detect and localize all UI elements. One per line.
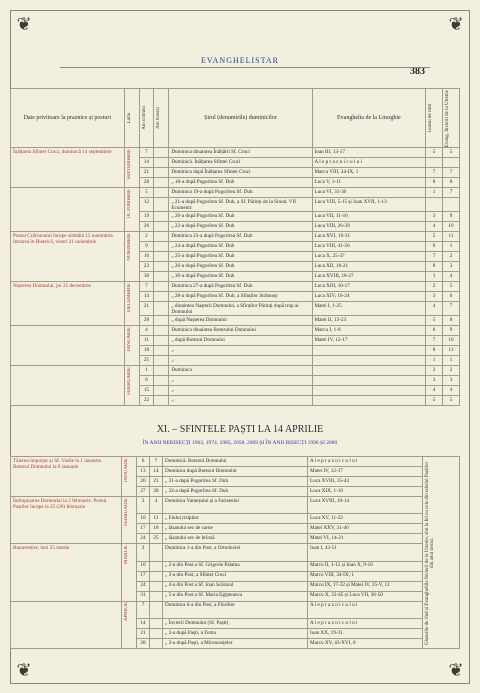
day-leap [154,198,169,212]
day-leap [154,262,169,272]
sunday-name: „ 18-a după Pogorîrea Sf. Duh [169,178,312,188]
month-name: SEPTEMBRIE [126,148,132,180]
day-leap [154,272,169,282]
sunday-name: „ 32-a după Pogorîrea Sf. Duh [163,487,308,497]
row-observation [11,326,125,366]
sunday-name: „ 30-a după Pogorîrea Sf. Duh [169,272,312,282]
resurrection-gospel-number: 3 [443,262,460,272]
day-common: 10 [137,514,150,524]
section-title: XI. – SFINTELE PAȘTI LA 14 APRILIE [156,424,324,435]
day-common: 16 [139,252,154,262]
day-common: 3 [137,497,150,514]
day-leap [150,591,163,601]
col-month: Luna [126,112,132,124]
day-leap [154,316,169,326]
sunday-name: „ 3-a din Post, a Sfintei Cruci [163,571,308,581]
glas-number: 6 [426,326,443,336]
day-leap [154,188,169,198]
gospel-reading: Luca V, 1-11 [312,178,426,188]
sunday-name: „ 4-a din Post a Sf. Ioan Scărarul [163,581,308,591]
table-row [11,188,460,198]
gospel-reading: A l e p r a z n i c u l u i [312,158,426,168]
day-leap [154,386,169,396]
sunday-name: Duminica 27-a după Pogorîrea Sf. Duh [169,282,312,292]
day-leap [150,639,163,649]
day-leap: 18 [150,524,163,534]
calendar-body-top [11,148,460,406]
month-name: MARTIE [124,544,129,564]
col-glas: Glasul de rînd [428,103,434,133]
day-common: 7 [139,282,154,292]
corner-ornament-icon: ❦ [16,660,32,680]
sunday-name: Duminica 6-a din Post, a Floriilor [163,601,308,618]
gospel-reading: Marcu XV, 43-XVI, 8 [308,639,423,649]
gospel-reading: A l e p r a z n i c u l u i [308,619,423,629]
gospel-reading: Matei II, 13-23 [312,316,426,326]
day-common: 13 [137,467,150,477]
sunday-name: „ 3-a după Paști, a Mironosițelor [163,639,308,649]
row-observation: Înălțarea Sfintei Cruci, duminică 14 septembrie [11,148,125,188]
day-leap [154,302,169,316]
resurrection-gospel-number: 3 [443,376,460,386]
day-common: 28 [137,639,150,649]
resurrection-gospel-number: 1 [443,356,460,366]
glas-number: 1 [426,188,443,198]
gospel-reading [312,386,426,396]
day-common: 18 [139,346,154,356]
day-leap [154,346,169,356]
page-number: 383 [410,66,425,77]
month-cell [124,148,139,188]
resurrection-gospel-number: 4 [443,386,460,396]
gospel-reading: Ioan XX, 19-31 [308,629,423,639]
day-leap [154,158,169,168]
glas-number: 3 [426,212,443,222]
day-common: 19 [139,212,154,222]
glas-number: 5 [426,232,443,242]
gospel-reading: Matei VI, 14-21 [308,534,423,544]
sunday-name: „ 24-a după Pogorîrea Sf. Duh [169,242,312,252]
glas-number: 2 [426,282,443,292]
month-cell [124,282,139,326]
gospel-reading [312,346,426,356]
col-sundays: Șirul (denumirile) duminicilor [169,89,312,148]
day-leap [154,336,169,346]
day-leap [154,242,169,252]
gospel-reading: Marcu I, 1-8 [312,326,426,336]
day-common: 17 [137,524,150,534]
resurrection-gospel-number: 5 [443,282,460,292]
row-observation [11,601,122,648]
row-observation: Bunavestire, luni 25 martie [11,544,122,601]
resurrection-gospel-number [443,158,460,168]
sunday-name: „ 28-a după Pogorîrea Sf. Duh, a Sfinților Strămoși [169,292,312,302]
day-common: 7 [139,148,154,158]
day-common: 8 [139,376,154,386]
resurrection-gospel-number: 1 [443,242,460,252]
gospel-reading: Luca XIII, 10-17 [312,282,426,292]
month-name: OCTOMBRIE [126,188,132,218]
sunday-name: „ [169,386,312,396]
sunday-name: „ 2-a din Post a Sf. Grigorie Palama [163,561,308,571]
glas-number: 5 [426,396,443,406]
sunday-name: „ [169,396,312,406]
day-common: 4 [139,326,154,336]
day-leap: 28 [150,487,163,497]
gospel-reading [312,396,426,406]
day-leap [154,178,169,188]
sunday-name: Duminica după Botezul Domnului [163,467,308,477]
day-leap [150,601,163,618]
sunday-name: Duminică. Înălțarea Sfintei Cruci [169,158,312,168]
gospel-reading: Luca XIX, 1-10 [308,487,423,497]
day-leap [154,252,169,262]
table-row [11,366,460,376]
gospel-reading [312,356,426,366]
row-observation [11,188,125,232]
day-common: 31 [137,591,150,601]
resurrection-gospel-number: 11 [443,346,460,356]
sunday-name: „ Fiului risipitor [163,514,308,524]
table-row [11,148,460,158]
month-name: DECEMBRIE [126,282,132,312]
sunday-name: Duminică. Botezul Domnului [163,457,308,467]
corner-ornament-icon: ❦ [16,14,32,34]
gospel-reading: Marcu VIII, 34-IX, 1 [308,571,423,581]
glas-number: 3 [426,292,443,302]
gospel-reading: A l e p r a z n i c u l u i [308,601,423,618]
sunday-name: Duminica după Înălțarea Sfintei Cruci [169,168,312,178]
day-common: 21 [137,629,150,639]
day-leap [150,561,163,571]
gospel-reading: Luca VIII, 5-15 și Ioan XVII, 1-13 [312,198,426,212]
glas-number: 8 [426,346,443,356]
day-common: 1 [139,366,154,376]
sunday-name: „ 20-a după Pogorîrea Sf. Duh [169,212,312,222]
glas-number: 4 [426,222,443,232]
month-cell [124,232,139,282]
day-leap [154,148,169,158]
gospel-reading: Matei I, 1-25 [312,302,426,316]
month-name: IANUARIE [126,326,132,351]
glas-number: 7 [426,252,443,262]
day-common: 11 [139,336,154,346]
col-day-leap: Ani bisecți [156,107,162,129]
col-gospel: Evanghelia de la Liturghie [312,89,426,148]
gospel-reading: Marcu X, 32-45 și Luca VII, 36-50 [308,591,423,601]
row-observation: Tăierea-împrejur și Sf. Vasile la 1 ianuarie. Botezul Domnului la 6 ianuarie [11,457,122,497]
sunday-name: Duminica 1-a din Post, a Ortodoxiei [163,544,308,561]
month-cell [124,366,139,406]
gospel-reading: Luca VIII, 41-56 [312,242,426,252]
resurrection-gospel-number: 9 [443,212,460,222]
day-leap: 14 [150,467,163,477]
glas-number: 5 [426,148,443,158]
gospel-reading: Matei IV, 12-17 [312,336,426,346]
resurrection-gospel-number [443,198,460,212]
sunday-name: Duminica [169,366,312,376]
glas-number [426,198,443,212]
table-row [11,282,460,292]
day-common: 25 [139,356,154,366]
day-leap [154,282,169,292]
day-leap: 21 [150,477,163,487]
day-common: 6 [137,457,150,467]
day-common: 28 [139,316,154,326]
glas-number: 7 [426,168,443,178]
month-name: FEBRUARIE [126,366,132,395]
day-common: 9 [139,242,154,252]
glas-number: 4 [426,302,443,316]
sunday-name: „ [169,346,312,356]
month-name: IANUARIE [124,457,129,482]
day-common: 7 [137,601,150,618]
sunday-name: Duminica 23-a după Pogorîrea Sf. Duh [169,232,312,242]
gospel-reading: Luca XII, 16-21 [312,262,426,272]
col-day-common: Ani comuni [141,106,147,130]
day-common: 15 [139,386,154,396]
resurrection-gospel-number: 8 [443,178,460,188]
gospel-reading: Luca XVIII, 35-43 [308,477,423,487]
day-leap [154,232,169,242]
col-observations: Date privitoare la praznice și posturi [11,89,125,148]
gospel-reading [312,376,426,386]
month-name: APRILIE [124,602,129,622]
day-common: 30 [139,272,154,282]
sunday-name: „ Învierii Domnului (Sf. Paști) [163,619,308,629]
glas-number: 6 [426,242,443,252]
glas-number: 5 [426,316,443,326]
resurrection-gospel-number: 11 [443,232,460,242]
table-row [11,232,460,242]
resurrection-gospel-number: 5 [443,396,460,406]
glas-number: 2 [426,366,443,376]
day-leap [154,396,169,406]
sunday-name: „ lăsatului sec de brînză [163,534,308,544]
month-cell [124,326,139,366]
row-observation: Întîmpinarea Domnului la 2 februarie. Postul Paștilor începe la 25 (26) februarie [11,497,122,544]
day-common: 23 [139,262,154,272]
corner-ornament-icon: ❦ [448,14,464,34]
resurrection-gospel-number: 7 [443,188,460,198]
resurrection-gospel-number: 2 [443,366,460,376]
glas-number [426,158,443,168]
gospel-reading: Luca XV, 11-32 [308,514,423,524]
month-name: FEBRUARIE [124,497,129,526]
table-row [11,544,460,561]
sunday-name: Duminica dinaintea Înălțării Sf. Cruci [169,148,312,158]
gospel-reading: Luca VII, 11-16 [312,212,426,222]
day-common: 26 [139,222,154,232]
day-common: 14 [139,158,154,168]
day-common: 21 [139,302,154,316]
gospel-reading: Marcu II, 1-12 și Ioan X, 9-16 [308,561,423,571]
glas-number: 7 [426,336,443,346]
day-leap [150,544,163,561]
month-cell [122,457,137,497]
sunday-name: „ dinaintea Nașterii Domnului, a Sfinților Părinți după trup ai Domnului [169,302,312,316]
day-leap: 11 [150,514,163,524]
gospel-reading: A l e p r a z n i c u l u i [308,457,423,467]
row-observation: Postul Crăciunului începe simbătă 15 noiembrie. Intrarea în Biserică, vineri 21 noiembrie [11,232,125,282]
sunday-name: „ după Nașterea Domnului [169,316,312,326]
table-row [11,497,460,514]
month-cell [122,601,137,648]
day-common: 22 [139,396,154,406]
glas-number: 1 [426,356,443,366]
day-leap [154,376,169,386]
day-common: 10 [137,561,150,571]
sunday-name: Duminica dinaintea Botezului Domnului [169,326,312,336]
resurrection-gospel-number: 5 [443,148,460,158]
day-common: 27 [137,487,150,497]
day-leap [150,629,163,639]
sunday-name: Duminica Vameșului și a Fariseului [163,497,308,514]
sunday-name: Duminica 19-a după Pogorîrea Sf. Duh [169,188,312,198]
sunday-name: „ 22-a după Pogorîrea Sf. Duh [169,222,312,232]
gospel-reading: Luca XIV, 16-24 [312,292,426,302]
day-leap [150,571,163,581]
resurrection-gospel-number: 7 [443,168,460,178]
sunday-name: „ 2-a după Paști, a Toma [163,629,308,639]
sunday-name: „ lăsatului sec de carne [163,524,308,534]
day-common: 5 [139,188,154,198]
resurrection-gospel-number: 6 [443,292,460,302]
resurrection-gospel-number: 7 [443,302,460,316]
gospel-reading: Matei XXV, 31-46 [308,524,423,534]
gospel-reading: Luca VIII, 26-39 [312,222,426,232]
day-leap: 25 [150,534,163,544]
month-name: NOIEMBRIE [126,232,132,261]
gospel-reading: Ioan I, 43-51 [308,544,423,561]
calendar-body-bottom [11,457,460,649]
resurrection-gospel-number: 2 [443,252,460,262]
header-rule [60,67,430,68]
day-common: 21 [139,168,154,178]
sunday-name: „ [169,376,312,386]
month-cell [122,544,137,601]
gospel-reading: Ioan III, 13-17 [312,148,426,158]
month-cell [124,188,139,232]
section-subtitle: ÎN ANII NEBISECȚI 1963, 1974, 1985, 2058, 2069 ȘI ÎN ANII BISECȚI 1996 ȘI 2080 [142,440,338,446]
row-observation: Nașterea Domnului, joi 25 decembrie [11,282,125,326]
sunday-name: „ [169,356,312,366]
glas-number: 4 [426,386,443,396]
gospel-reading: Luca XVIII, 18-27 [312,272,426,282]
day-leap [154,356,169,366]
day-leap [154,366,169,376]
gospel-reading: Marcu VIII, 34-IX, 1 [312,168,426,178]
resurrection-gospel-number: 10 [443,222,460,232]
day-leap [150,619,163,629]
side-note-cell [423,457,460,649]
resurrection-gospel-number: 10 [443,336,460,346]
calendar-table-bottom [10,456,460,649]
glas-number: 3 [426,376,443,386]
day-leap [154,292,169,302]
gospel-reading: Matei IV, 12-17 [308,467,423,477]
day-common: 24 [137,534,150,544]
sunday-name: „ 21-a după Pogorîrea Sf. Duh, a Sf. Părinți de la Sinod. VII Ecumenic [169,198,312,212]
table-row [11,457,460,467]
day-common: 12 [139,198,154,212]
col-resurrection: Evang. Învierii de la Utrenie [445,89,451,147]
gospel-reading: Luca X, 25-37 [312,252,426,262]
sunday-name: „ 25-a după Pogorîrea Sf. Duh [169,252,312,262]
table-row [11,601,460,618]
day-leap [154,168,169,178]
day-common: 17 [137,571,150,581]
gospel-reading: Luca XVIII, 10-14 [308,497,423,514]
day-leap [154,326,169,336]
day-leap [150,581,163,591]
day-common: 28 [139,178,154,188]
day-leap [154,212,169,222]
resurrection-gospel-number: 8 [443,316,460,326]
corner-ornament-icon: ❦ [448,660,464,680]
day-common: 3 [137,544,150,561]
day-common: 14 [139,292,154,302]
gospel-reading: Luca XVI, 19-31 [312,232,426,242]
gospel-reading [312,366,426,376]
sunday-name: „ după Botezul Domnului [169,336,312,346]
running-header: EVANGHELISTAR [201,56,279,65]
sunday-name: „ 5-a din Post a Sf. Maria Egipteanca [163,591,308,601]
calendar-table-top [10,88,460,406]
table-row [11,326,460,336]
day-common: 20 [137,477,150,487]
row-observation [11,366,125,406]
side-note: Glasurile de rînd și Evangheliile Învierii de la Utrenie, sînt la fel cu cele din tabelul Paștilor din anul trecut. [425,460,435,645]
glas-number: 8 [426,262,443,272]
glas-number: 1 [426,272,443,282]
glas-number: 8 [426,178,443,188]
sunday-name: „ 31-a după Pogorîrea Sf. Duh [163,477,308,487]
resurrection-gospel-number: 9 [443,326,460,336]
day-common: 2 [139,232,154,242]
gospel-reading: Luca VI, 31-36 [312,188,426,198]
sunday-name: „ 26-a după Pogorîrea Sf. Duh [169,262,312,272]
month-cell [122,497,137,544]
day-leap [154,222,169,232]
resurrection-gospel-number: 4 [443,272,460,282]
day-leap: 4 [150,497,163,514]
day-common: 24 [137,581,150,591]
day-leap: 7 [150,457,163,467]
day-common: 14 [137,619,150,629]
gospel-reading: Marcu IX, 17-32 și Matei IV, 25-V, 12 [308,581,423,591]
